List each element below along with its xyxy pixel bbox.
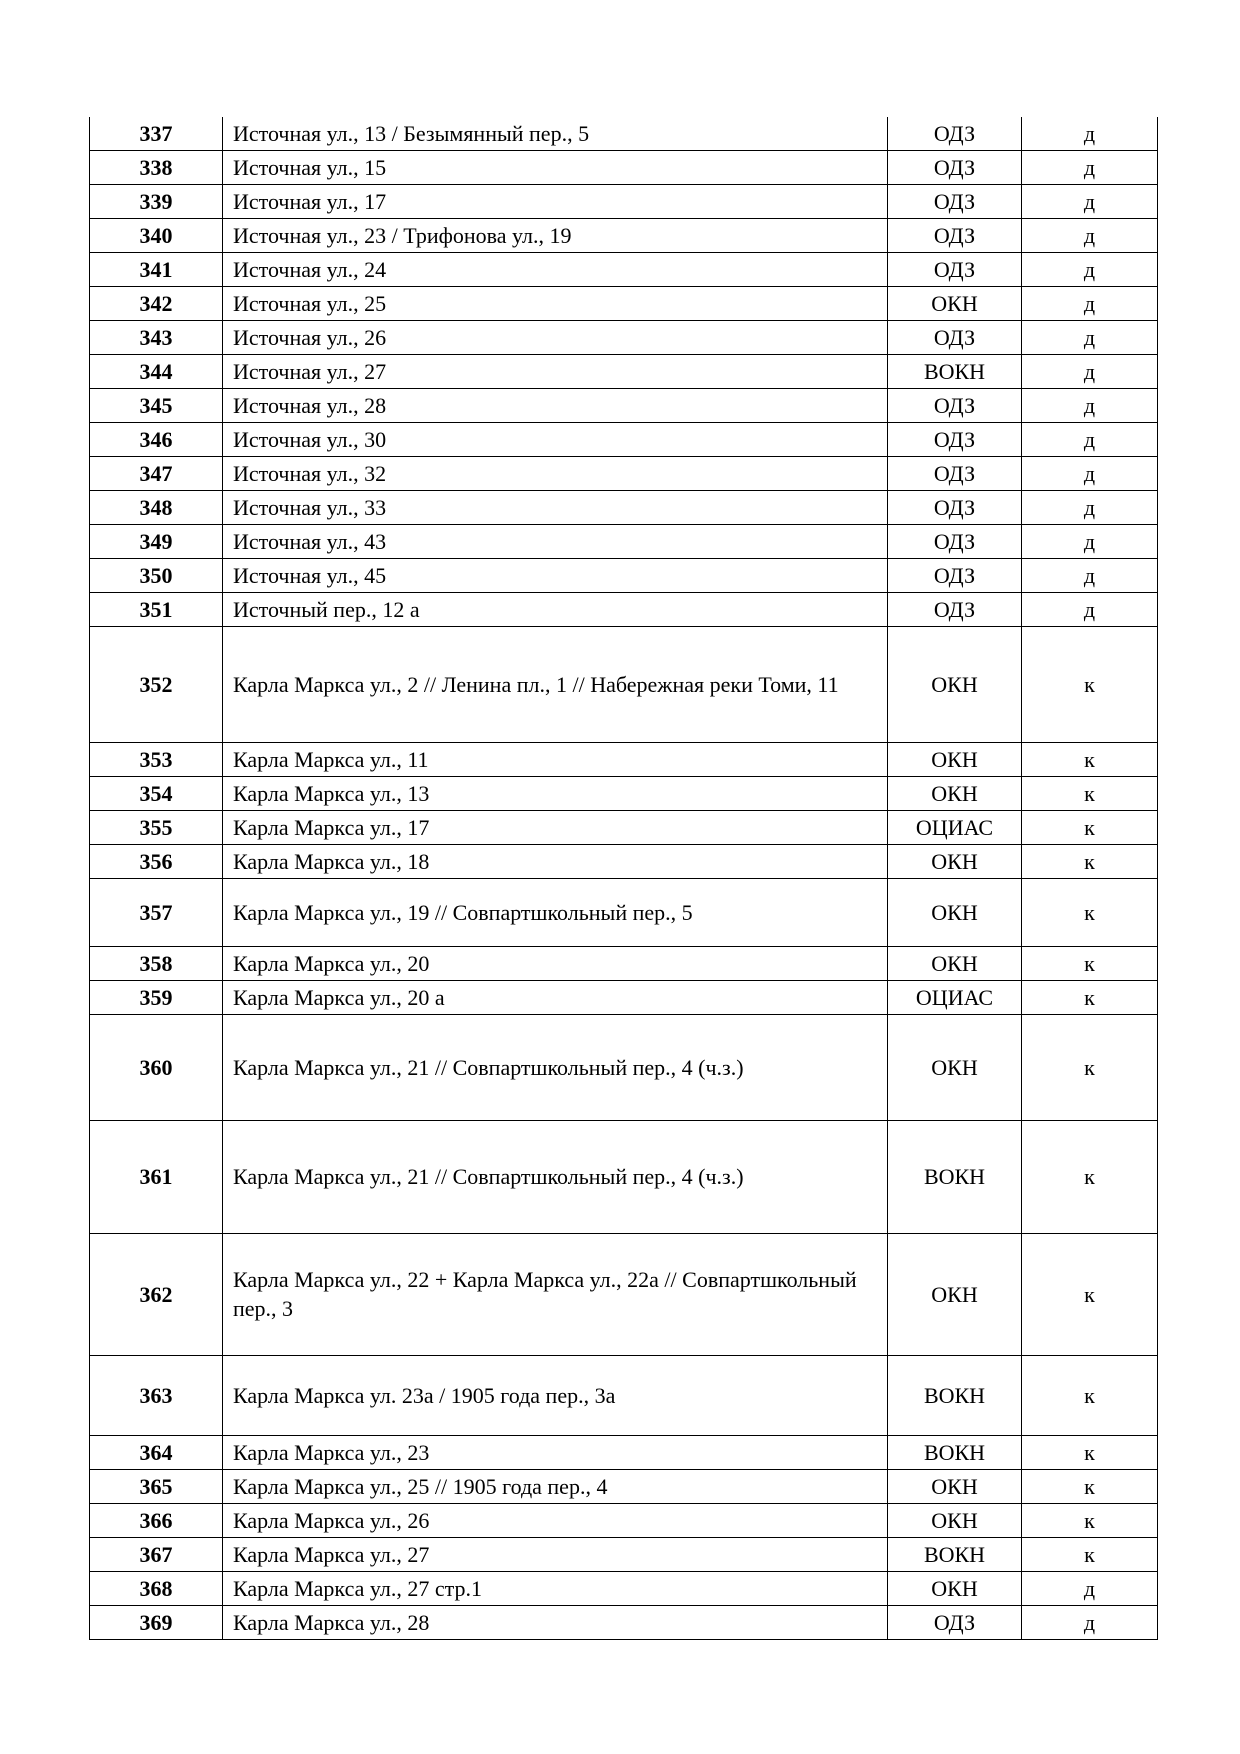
row-address: Источный пер., 12 а [223, 592, 888, 626]
row-address: Карла Маркса ул., 22 + Карла Маркса ул., 22а // Совпартшкольный пер., 3 [223, 1233, 888, 1355]
row-category: ОДЗ [888, 252, 1022, 286]
row-number: 355 [90, 810, 223, 844]
row-category: ОКН [888, 1571, 1022, 1605]
row-number: 366 [90, 1503, 223, 1537]
table-body [90, 117, 1158, 1639]
row-number: 352 [90, 626, 223, 742]
row-address: Карла Маркса ул., 2 // Ленина пл., 1 // Набережная реки Томи, 11 [223, 626, 888, 742]
row-category: ОКН [888, 626, 1022, 742]
row-number: 369 [90, 1605, 223, 1639]
row-address: Источная ул., 43 [223, 524, 888, 558]
row-address: Карла Маркса ул. 23а / 1905 года пер., 3а [223, 1355, 888, 1435]
table-row [90, 286, 1158, 320]
row-code: д [1022, 252, 1158, 286]
table-row [90, 422, 1158, 456]
row-address: Источная ул., 13 / Безымянный пер., 5 [223, 117, 888, 150]
row-code: д [1022, 117, 1158, 150]
row-number: 360 [90, 1014, 223, 1120]
row-number: 368 [90, 1571, 223, 1605]
table-row [90, 810, 1158, 844]
row-code: д [1022, 286, 1158, 320]
table-row [90, 626, 1158, 742]
table-row [90, 1014, 1158, 1120]
row-number: 339 [90, 184, 223, 218]
table-row [90, 490, 1158, 524]
row-number: 354 [90, 776, 223, 810]
table-row [90, 1355, 1158, 1435]
row-code: к [1022, 810, 1158, 844]
row-code: к [1022, 946, 1158, 980]
row-category: ОКН [888, 286, 1022, 320]
row-address: Источная ул., 25 [223, 286, 888, 320]
table-row [90, 456, 1158, 490]
table-row [90, 1469, 1158, 1503]
row-code: к [1022, 742, 1158, 776]
table-row [90, 558, 1158, 592]
row-code: д [1022, 218, 1158, 252]
row-address: Карла Маркса ул., 27 стр.1 [223, 1571, 888, 1605]
row-address: Карла Маркса ул., 23 [223, 1435, 888, 1469]
table-row [90, 524, 1158, 558]
row-address: Карла Маркса ул., 21 // Совпартшкольный пер., 4 (ч.з.) [223, 1120, 888, 1233]
table-row [90, 252, 1158, 286]
table-row [90, 1537, 1158, 1571]
row-code: д [1022, 320, 1158, 354]
row-code: к [1022, 626, 1158, 742]
row-code: д [1022, 524, 1158, 558]
table-row [90, 1120, 1158, 1233]
row-code: к [1022, 844, 1158, 878]
row-category: ОКН [888, 1469, 1022, 1503]
row-number: 342 [90, 286, 223, 320]
table-row [90, 980, 1158, 1014]
table-row [90, 776, 1158, 810]
row-code: к [1022, 980, 1158, 1014]
row-address: Карла Маркса ул., 11 [223, 742, 888, 776]
row-number: 345 [90, 388, 223, 422]
row-address: Карла Маркса ул., 18 [223, 844, 888, 878]
table-row [90, 1233, 1158, 1355]
row-address: Карла Маркса ул., 20 [223, 946, 888, 980]
row-number: 363 [90, 1355, 223, 1435]
row-address: Источная ул., 33 [223, 490, 888, 524]
row-category: ОДЗ [888, 1605, 1022, 1639]
row-number: 358 [90, 946, 223, 980]
row-code: д [1022, 422, 1158, 456]
row-address: Карла Маркса ул., 26 [223, 1503, 888, 1537]
row-number: 367 [90, 1537, 223, 1571]
row-number: 341 [90, 252, 223, 286]
row-number: 344 [90, 354, 223, 388]
row-address: Источная ул., 28 [223, 388, 888, 422]
row-number: 362 [90, 1233, 223, 1355]
row-code: к [1022, 878, 1158, 946]
row-code: д [1022, 1571, 1158, 1605]
row-category: ВОКН [888, 1355, 1022, 1435]
table-row [90, 1571, 1158, 1605]
row-address: Карла Маркса ул., 27 [223, 1537, 888, 1571]
row-category: ОДЗ [888, 320, 1022, 354]
row-address: Источная ул., 26 [223, 320, 888, 354]
row-address: Карла Маркса ул., 17 [223, 810, 888, 844]
table-row [90, 592, 1158, 626]
table-row [90, 946, 1158, 980]
row-number: 347 [90, 456, 223, 490]
row-category: ОКН [888, 844, 1022, 878]
row-category: ОКН [888, 1014, 1022, 1120]
row-category: ОДЗ [888, 388, 1022, 422]
row-address: Источная ул., 15 [223, 150, 888, 184]
row-code: к [1022, 1355, 1158, 1435]
row-category: ОКН [888, 1503, 1022, 1537]
row-category: ОКН [888, 1233, 1022, 1355]
row-number: 351 [90, 592, 223, 626]
row-category: ОКН [888, 878, 1022, 946]
row-code: д [1022, 150, 1158, 184]
row-address: Карла Маркса ул., 19 // Совпартшкольный пер., 5 [223, 878, 888, 946]
table-row [90, 388, 1158, 422]
row-code: д [1022, 592, 1158, 626]
row-category: ОДЗ [888, 490, 1022, 524]
row-code: к [1022, 1469, 1158, 1503]
row-address: Источная ул., 30 [223, 422, 888, 456]
row-category: ОЦИАС [888, 980, 1022, 1014]
row-category: ОКН [888, 742, 1022, 776]
table-row [90, 878, 1158, 946]
table-row [90, 150, 1158, 184]
row-category: ОДЗ [888, 558, 1022, 592]
table-row [90, 218, 1158, 252]
table-row [90, 184, 1158, 218]
row-code: к [1022, 1537, 1158, 1571]
row-category: ОКН [888, 776, 1022, 810]
row-number: 365 [90, 1469, 223, 1503]
row-code: к [1022, 1120, 1158, 1233]
row-code: д [1022, 490, 1158, 524]
row-address: Источная ул., 45 [223, 558, 888, 592]
row-number: 361 [90, 1120, 223, 1233]
row-code: к [1022, 1233, 1158, 1355]
row-number: 346 [90, 422, 223, 456]
row-code: к [1022, 1435, 1158, 1469]
row-category: ОДЗ [888, 456, 1022, 490]
row-code: д [1022, 184, 1158, 218]
row-address: Источная ул., 27 [223, 354, 888, 388]
row-number: 356 [90, 844, 223, 878]
row-number: 364 [90, 1435, 223, 1469]
row-number: 343 [90, 320, 223, 354]
table-row [90, 742, 1158, 776]
table-row [90, 1605, 1158, 1639]
row-code: д [1022, 456, 1158, 490]
row-code: д [1022, 388, 1158, 422]
row-address: Карла Маркса ул., 28 [223, 1605, 888, 1639]
row-number: 357 [90, 878, 223, 946]
row-address: Карла Маркса ул., 21 // Совпартшкольный пер., 4 (ч.з.) [223, 1014, 888, 1120]
row-address: Карла Маркса ул., 13 [223, 776, 888, 810]
row-address: Источная ул., 23 / Трифонова ул., 19 [223, 218, 888, 252]
row-number: 348 [90, 490, 223, 524]
table-row [90, 354, 1158, 388]
row-number: 350 [90, 558, 223, 592]
row-category: ВОКН [888, 354, 1022, 388]
row-address: Карла Маркса ул., 20 а [223, 980, 888, 1014]
row-category: ОДЗ [888, 218, 1022, 252]
table-row [90, 844, 1158, 878]
table-row [90, 1435, 1158, 1469]
row-number: 337 [90, 117, 223, 150]
row-code: к [1022, 1503, 1158, 1537]
row-category: ОДЗ [888, 150, 1022, 184]
row-category: ОКН [888, 946, 1022, 980]
row-code: д [1022, 1605, 1158, 1639]
row-number: 349 [90, 524, 223, 558]
row-code: д [1022, 354, 1158, 388]
row-category: ОДЗ [888, 117, 1022, 150]
table-row [90, 117, 1158, 150]
row-category: ВОКН [888, 1435, 1022, 1469]
row-address: Источная ул., 17 [223, 184, 888, 218]
row-category: ОДЗ [888, 422, 1022, 456]
row-code: д [1022, 558, 1158, 592]
row-category: ВОКН [888, 1120, 1022, 1233]
row-code: к [1022, 776, 1158, 810]
row-category: ОДЗ [888, 524, 1022, 558]
row-number: 338 [90, 150, 223, 184]
row-address: Источная ул., 24 [223, 252, 888, 286]
table-row [90, 1503, 1158, 1537]
row-number: 353 [90, 742, 223, 776]
heritage-register-table [89, 117, 1158, 1640]
row-category: ВОКН [888, 1537, 1022, 1571]
row-category: ОДЗ [888, 184, 1022, 218]
table-row [90, 320, 1158, 354]
row-code: к [1022, 1014, 1158, 1120]
row-number: 359 [90, 980, 223, 1014]
row-category: ОЦИАС [888, 810, 1022, 844]
row-number: 340 [90, 218, 223, 252]
row-address: Источная ул., 32 [223, 456, 888, 490]
row-address: Карла Маркса ул., 25 // 1905 года пер., 4 [223, 1469, 888, 1503]
row-category: ОДЗ [888, 592, 1022, 626]
